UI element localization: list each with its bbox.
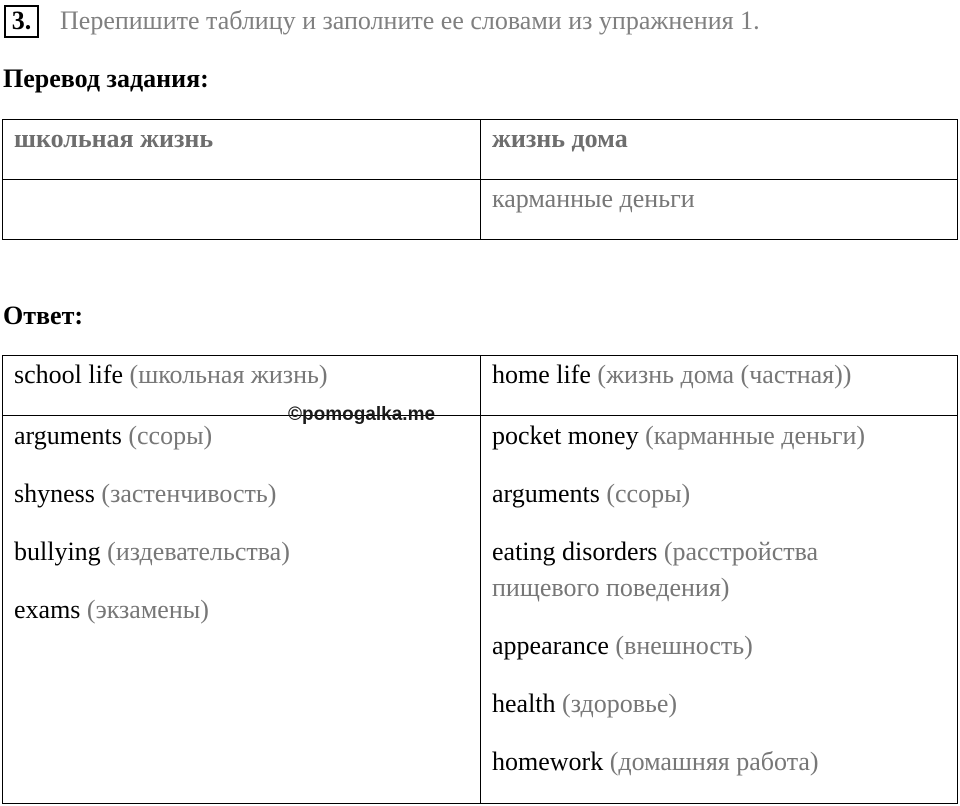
task-line: [4, 3, 760, 39]
term-en: school life: [14, 360, 124, 389]
list-item: [14, 476, 480, 512]
term-en: pocket money: [492, 421, 639, 450]
answer-heading: Ответ:: [3, 301, 84, 330]
list-item: [492, 534, 872, 606]
term-ru: (внешность): [608, 631, 753, 660]
term-en: arguments: [14, 421, 122, 450]
term-en: home life: [492, 360, 591, 389]
term-en: shyness: [14, 479, 95, 508]
list-item: [492, 686, 957, 722]
school-life-list: [3, 416, 481, 804]
home-life-list: [481, 416, 958, 804]
watermark: ©pomogalka.me: [288, 404, 436, 425]
list-item: [492, 418, 957, 454]
table-cell-empty: [3, 180, 481, 240]
list-item: [14, 592, 480, 628]
term-en: appearance: [492, 631, 609, 660]
term-ru: (экзамены): [80, 595, 209, 624]
term-en: arguments: [492, 479, 600, 508]
term-ru: (расстройства пищевого поведения): [492, 537, 819, 602]
table-row: [3, 120, 958, 180]
term-ru: (ссоры): [121, 421, 213, 450]
translation-heading: Перевод задания:: [3, 64, 209, 93]
answer-header-home-life: [481, 356, 958, 416]
list-item: [492, 744, 957, 780]
term-en: homework: [492, 747, 604, 776]
term-en: health: [492, 689, 556, 718]
table-header-home-life: жизнь дома: [481, 120, 958, 180]
term-ru: (жизнь дома (частная)): [590, 360, 852, 389]
table-cell-pocket-money: карманные деньги: [481, 180, 958, 240]
list-item: [492, 476, 957, 512]
term-ru: (ссоры): [599, 479, 691, 508]
table-row: [3, 356, 958, 416]
term-en: bullying: [14, 537, 101, 566]
term-en: exams: [14, 595, 81, 624]
list-item: [14, 534, 480, 570]
list-item: [492, 628, 957, 664]
term-ru: (школьная жизнь): [123, 360, 328, 389]
translation-table: [2, 119, 958, 240]
term-ru: (карманные деньги): [638, 421, 866, 450]
term-ru: (застенчивость): [94, 479, 277, 508]
table-row: [3, 416, 958, 804]
table-row: [3, 180, 958, 240]
table-header-school-life: школьная жизнь: [3, 120, 481, 180]
term-ru: (домашняя работа): [603, 747, 819, 776]
term-en: eating disorders: [492, 537, 658, 566]
term-ru: (издевательства): [100, 537, 290, 566]
task-number-box: 3.: [4, 5, 39, 38]
answer-table: [2, 355, 958, 804]
term-ru: (здоровье): [555, 689, 678, 718]
task-text: Перепишите таблицу и заполните ее словами из упражнения 1.: [60, 6, 760, 35]
